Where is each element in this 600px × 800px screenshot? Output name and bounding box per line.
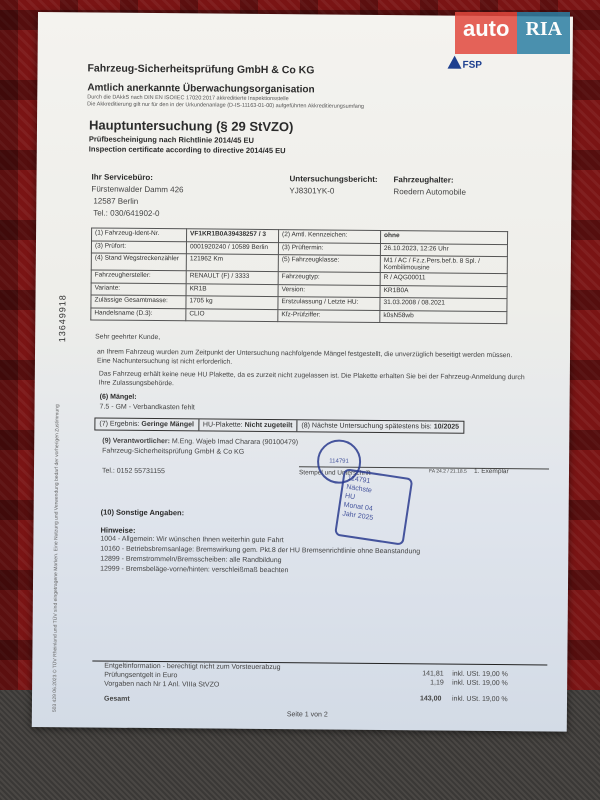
letter-paragraph-1: an Ihrem Fahrzeug wurden zum Zeitpunkt der Untersuchung nachfolgende Mängel festgestellt, die unverzüglich beseitigt werden müssen. Eine Nachuntersuchung ist nicht erforderlich.: [96, 348, 513, 366]
class-value: M1 / AC / Fz.z.Pers.bef.b. 8 Spl. / Kombilimousine: [380, 255, 507, 273]
document-subtitle-de: Prüfbescheinigung nach Richtlinie 2014/45 EU: [88, 134, 254, 145]
next-inspection-label: (8) Nächste Untersuchung spätestens bis:: [301, 422, 432, 431]
stamp-line-2: HU: [344, 492, 356, 502]
stamp-month-label: Monat: [343, 501, 364, 512]
mass-value: 1705 kg: [186, 296, 278, 309]
fee-tax-2: inkl. USt. 19,00 %: [452, 679, 508, 688]
manufacturer-label: Fahrzeughersteller:: [91, 270, 186, 283]
class-label: (5) Fahrzeugklasse:: [278, 255, 380, 273]
responsible-line: [102, 438, 298, 447]
total-label: Gesamt: [103, 695, 130, 703]
report-label: Untersuchungsbericht:: [289, 174, 378, 184]
fee-tax-1: inkl. USt. 19,00 %: [452, 670, 508, 679]
fee-amount-2: 1,19: [430, 679, 444, 687]
plate-label: (2) Amtl. Kennzeichen:: [279, 230, 381, 243]
stamp-number: 114791: [347, 474, 371, 486]
total-tax: inkl. USt. 19,00 %: [451, 695, 508, 704]
document-title: Hauptuntersuchung (§ 29 StVZO): [88, 117, 294, 135]
next-inspection-value: 10/2025: [433, 423, 460, 431]
location-label: (3) Prüfort:: [91, 240, 186, 253]
watermark-ria: RIA: [517, 12, 570, 54]
trade-name-value: CLIO: [186, 308, 278, 321]
type-value: R / AQG00011: [380, 272, 507, 286]
location-value: 0001920240 / 10589 Berlin: [186, 241, 278, 254]
total-amount: 143,00: [419, 695, 442, 703]
plate-value: ohne: [380, 230, 507, 244]
version-value: KR1B0A: [380, 285, 507, 299]
accreditation-line-2: Die Akkreditierung gilt nur für den in der Urkundenanlage (D-IS-11163-01-00) aufgeführten Akkreditierungsumfang: [87, 101, 365, 110]
table-row: [91, 307, 507, 323]
fee-amount-1: 141,81: [422, 670, 444, 678]
report-number: YJ8301YK-0: [289, 186, 335, 196]
odometer-value: 121962 Km: [186, 254, 278, 272]
hint-item: 1004 - Allgemein: Wir wünschen Ihnen weiterhin gute Fahrt: [100, 535, 284, 545]
form-code: FA 24.2 / 21.18.5: [428, 468, 467, 475]
letter-paragraph-2: Das Fahrzeug erhält keine neue HU Plakette, da es zurzeit nicht zugelassen ist. Die Plakette erhalten Sie bei der Fahrzeug-Anmeldung durch Ihre Zulassungsbehörde.: [98, 370, 525, 387]
mass-label: Zulässige Gesamtmasse:: [91, 295, 186, 308]
plakette-cell: [199, 419, 298, 431]
copy-label: 1. Exemplar: [473, 467, 509, 476]
letter-greeting: Sehr geehrter Kunde,: [95, 333, 161, 342]
registration-label: Erstzulassung / Letzte HU:: [278, 297, 380, 310]
other-info-label: (10) Sonstige Angaben:: [100, 507, 185, 518]
serial-number: 13649918: [57, 294, 68, 343]
registration-value: 31.03.2008 / 08.2021: [380, 297, 507, 311]
responsible-company: Fahrzeug-Sicherheitsprüfung GmbH & Co KG: [102, 447, 245, 456]
hint-item: 10160 - Betriebsbremsanlage: Bremswirkung gem. Pkt.8 der HU Bremsenrichtlinie ohne Beanstandung: [100, 545, 421, 556]
holder-label: Fahrzeughalter:: [393, 175, 454, 185]
fsp-logo-text: FSP: [462, 59, 483, 71]
autoria-watermark: [455, 12, 570, 54]
org-title: Amtlich anerkannte Überwachungsorganisation: [87, 82, 315, 96]
service-tel: Tel.: 030/641902-0: [93, 208, 160, 219]
plakette-value: Nicht zugeteilt: [244, 421, 293, 430]
fee-rule-line: Vorgaben nach Nr 1 Anl. VIIIa StVZO: [104, 680, 220, 689]
vin-value: VF1KR1B0A39438257 / 3: [187, 229, 279, 242]
result-label: (7) Ergebnis:: [99, 420, 140, 428]
document-subtitle-en: Inspection certificate according to directive 2014/45 EU: [88, 144, 286, 156]
stamp-year-label: Jahr: [341, 510, 357, 520]
result-value: Geringe Mängel: [141, 420, 194, 429]
stamp-signature-label: Stempel und Unterschrift: [298, 469, 371, 477]
responsible-tel: Tel.: 0152 55731155: [101, 467, 165, 476]
date-label: (3) Prüftermin:: [278, 242, 380, 255]
defects-label: (6) Mängel:: [99, 393, 137, 401]
manufacturer-value: RENAULT (F) / 3333: [186, 271, 278, 284]
hint-item: 12899 - Bremstrommeln/Bremsscheiben: alle Randbildung: [100, 555, 282, 565]
odometer-label: (4) Stand Wegstreckenzähler: [91, 253, 186, 271]
responsible-label: (9) Verantwortlicher:: [102, 437, 170, 446]
variant-value: KR1B: [186, 283, 278, 296]
fee-info-line: Entgeltinformation - berechtigt nicht zum Vorsteuerabzug: [104, 662, 281, 672]
holder-name: Roedern Automobile: [393, 187, 466, 197]
hint-item: 12999 - Bremsbeläge-vorne/hinten: verschleißmaß beachten: [100, 565, 289, 575]
type-label: Fahrzeugtyp:: [278, 272, 380, 285]
check-digit-value: k0sN58wb: [380, 310, 507, 324]
company-name: Fahrzeug-Sicherheitsprüfung GmbH & Co KG: [87, 62, 315, 77]
trade-name-label: Handelsname (D.3):: [91, 307, 186, 320]
check-digit-label: Kfz-Prüfziffer:: [278, 309, 380, 322]
page-number: Seite 1 von 2: [286, 711, 328, 719]
plakette-label: HU-Plakette:: [202, 421, 243, 429]
next-inspection-cell: [297, 420, 463, 432]
version-label: Version:: [278, 284, 380, 297]
fee-type-line: Prüfungsentgelt in Euro: [104, 671, 178, 680]
fsp-logo-icon: [448, 56, 462, 69]
responsible-name: M.Eng. Wajeb Imad Charara (90100479): [171, 438, 299, 447]
vertical-footer-text: 503 429 06.2023 © TÜV Rheinland und TÜV sind eingetragene Marken. Eine Nutzung und Verwendung bedarf der vorherigen Zustimmung: [51, 404, 61, 713]
accreditation-line-1: Durch die DAkkS nach DIN EN ISO/IEC 17020:2017 akkreditierte Inspektionsstelle: [87, 94, 289, 103]
defect-item: 7.5 - GM - Verbandkasten fehlt: [99, 403, 195, 412]
stamp-year-value: 2025: [357, 512, 374, 522]
inspection-document: [32, 12, 573, 732]
result-box: [94, 418, 464, 434]
variant-label: Variante:: [91, 282, 186, 295]
hints-label: Hinweise:: [100, 525, 136, 535]
round-stamp-number: 114791: [329, 458, 349, 465]
vin-label: (1) Fahrzeug-Ident-Nr.: [92, 228, 187, 241]
next-hu-stamp: [334, 468, 413, 546]
watermark-auto: auto: [455, 12, 517, 54]
service-city: 12587 Berlin: [93, 196, 139, 206]
service-street: Fürstenwalder Damm 426: [91, 184, 184, 195]
result-cell: [95, 419, 199, 431]
stamp-month-value: 04: [364, 504, 374, 513]
vehicle-data-table: [90, 227, 508, 324]
date-value: 26.10.2023, 12:26 Uhr: [380, 243, 507, 257]
service-label: Ihr Servicebüro:: [91, 172, 153, 183]
stamp-line-1: Nächste: [345, 483, 373, 495]
